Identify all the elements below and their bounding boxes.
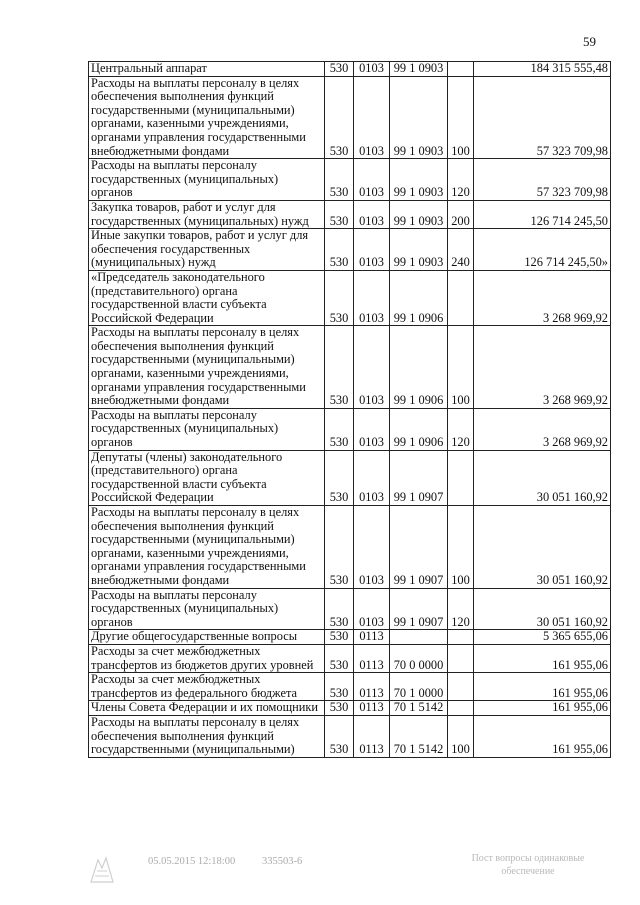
table-row [89, 326, 611, 409]
cell-amount: 57 323 709,98 [474, 76, 611, 159]
cell-target-article: 70 1 5142 [390, 715, 448, 757]
cell-target-article: 70 1 0000 [390, 673, 448, 701]
cell-admin-code: 530 [325, 326, 354, 409]
cell-admin-code: 530 [325, 644, 354, 672]
table-row [89, 701, 611, 716]
cell-expense-type: 120 [448, 159, 474, 201]
cell-admin-code: 530 [325, 76, 354, 159]
footer-watermark-line: Пост вопросы одинаковые [471, 853, 585, 864]
table-row [89, 644, 611, 672]
cell-section-code: 0103 [354, 506, 390, 589]
cell-expense-name: Члены Совета Федерации и их помощники [89, 701, 325, 716]
cell-section-code: 0103 [354, 159, 390, 201]
cell-section-code: 0113 [354, 673, 390, 701]
cell-amount: 3 268 969,92 [474, 326, 611, 409]
cell-admin-code: 530 [325, 673, 354, 701]
cell-admin-code: 530 [325, 630, 354, 645]
cell-expense-name: Расходы на выплаты персоналу государственных (муниципальных) органов [89, 159, 325, 201]
table-row [89, 270, 611, 325]
cell-target-article: 99 1 0903 [390, 76, 448, 159]
page-number: 59 [583, 34, 596, 49]
cell-target-article: 99 1 0903 [390, 159, 448, 201]
cell-expense-type: 120 [448, 408, 474, 450]
cell-expense-name: «Председатель законодательного (представительного) органа государственной власти субъекта Российской Федерации [89, 270, 325, 325]
cell-amount: 161 955,06 [474, 644, 611, 672]
cell-section-code: 0103 [354, 326, 390, 409]
table-row [89, 450, 611, 505]
cell-admin-code: 530 [325, 408, 354, 450]
cell-expense-type [448, 673, 474, 701]
cell-expense-name: Центральный аппарат [89, 62, 325, 77]
budget-table-body [89, 62, 611, 758]
cell-expense-name: Расходы на выплаты персоналу в целях обеспечения выполнения функций государственными (муниципальными) органами, казенными учреждениями, органами управления государственными внебюджетными фондами [89, 326, 325, 409]
cell-expense-type [448, 270, 474, 325]
cell-amount: 57 323 709,98 [474, 159, 611, 201]
cell-expense-type: 100 [448, 715, 474, 757]
cell-section-code: 0103 [354, 62, 390, 77]
cell-target-article: 99 1 0906 [390, 326, 448, 409]
cell-target-article: 99 1 0903 [390, 62, 448, 77]
table-row [89, 229, 611, 271]
cell-expense-name: Закупка товаров, работ и услуг для государственных (муниципальных) нужд [89, 200, 325, 228]
cell-expense-type: 120 [448, 588, 474, 630]
electronic-signature-icon [88, 854, 116, 884]
cell-amount: 126 714 245,50 [474, 200, 611, 228]
cell-amount: 30 051 160,92 [474, 506, 611, 589]
cell-expense-type: 100 [448, 506, 474, 589]
budget-table [88, 61, 611, 758]
cell-target-article: 99 1 0903 [390, 229, 448, 271]
cell-expense-name: Другие общегосударственные вопросы [89, 630, 325, 645]
cell-expense-name: Расходы на выплаты персоналу государственных (муниципальных) органов [89, 408, 325, 450]
footer-timestamp: 05.05.2015 12:18:00 [148, 856, 236, 867]
cell-expense-type [448, 630, 474, 645]
cell-section-code: 0103 [354, 76, 390, 159]
cell-expense-type: 100 [448, 76, 474, 159]
cell-section-code: 0113 [354, 715, 390, 757]
table-row [89, 408, 611, 450]
table-row [89, 62, 611, 77]
cell-section-code: 0103 [354, 200, 390, 228]
cell-amount: 30 051 160,92 [474, 588, 611, 630]
cell-admin-code: 530 [325, 701, 354, 716]
table-row [89, 506, 611, 589]
cell-admin-code: 530 [325, 200, 354, 228]
table-row [89, 630, 611, 645]
cell-amount: 184 315 555,48 [474, 62, 611, 77]
footer-watermark-line: обеспечение [501, 866, 555, 877]
cell-expense-type [448, 644, 474, 672]
cell-target-article: 99 1 0907 [390, 450, 448, 505]
cell-admin-code: 530 [325, 62, 354, 77]
cell-target-article: 70 1 5142 [390, 701, 448, 716]
cell-expense-type: 240 [448, 229, 474, 271]
cell-target-article: 99 1 0906 [390, 270, 448, 325]
cell-amount: 30 051 160,92 [474, 450, 611, 505]
table-row [89, 200, 611, 228]
cell-expense-name: Расходы на выплаты персоналу в целях обеспечения выполнения функций государственными (муниципальными) органами, казенными учреждениями, органами управления государственными внебюджетными фондами [89, 506, 325, 589]
cell-amount: 3 268 969,92 [474, 270, 611, 325]
cell-section-code: 0103 [354, 450, 390, 505]
cell-expense-name: Расходы за счет межбюджетных трансфертов из бюджетов других уровней [89, 644, 325, 672]
table-row [89, 588, 611, 630]
cell-expense-type: 100 [448, 326, 474, 409]
footer-watermark-text [448, 852, 608, 878]
cell-section-code: 0103 [354, 270, 390, 325]
cell-expense-name: Расходы на выплаты персоналу государственных (муниципальных) органов [89, 588, 325, 630]
cell-amount: 161 955,06 [474, 701, 611, 716]
table-row [89, 76, 611, 159]
cell-target-article: 70 0 0000 [390, 644, 448, 672]
cell-target-article: 99 1 0907 [390, 506, 448, 589]
table-row [89, 673, 611, 701]
cell-expense-name: Иные закупки товаров, работ и услуг для обеспечения государственных (муниципальных) нужд [89, 229, 325, 271]
page-footer [0, 852, 640, 892]
cell-target-article: 99 1 0906 [390, 408, 448, 450]
cell-target-article: 99 1 0907 [390, 588, 448, 630]
cell-admin-code: 530 [325, 715, 354, 757]
cell-expense-name: Расходы на выплаты персоналу в целях обеспечения выполнения функций государственными (муниципальными) [89, 715, 325, 757]
cell-admin-code: 530 [325, 450, 354, 505]
cell-amount: 161 955,06 [474, 673, 611, 701]
cell-admin-code: 530 [325, 588, 354, 630]
cell-section-code: 0103 [354, 588, 390, 630]
cell-amount: 3 268 969,92 [474, 408, 611, 450]
cell-expense-type [448, 62, 474, 77]
cell-target-article: 99 1 0903 [390, 200, 448, 228]
cell-expense-name: Депутаты (члены) законодательного (представительного) органа государственной власти субъекта Российской Федерации [89, 450, 325, 505]
cell-amount: 5 365 655,06 [474, 630, 611, 645]
cell-target-article [390, 630, 448, 645]
cell-section-code: 0103 [354, 229, 390, 271]
cell-expense-name: Расходы за счет межбюджетных трансфертов из федерального бюджета [89, 673, 325, 701]
cell-expense-type [448, 450, 474, 505]
cell-admin-code: 530 [325, 506, 354, 589]
cell-amount: 126 714 245,50» [474, 229, 611, 271]
footer-document-code: 335503-6 [262, 856, 303, 867]
cell-section-code: 0113 [354, 701, 390, 716]
cell-section-code: 0113 [354, 630, 390, 645]
cell-expense-type: 200 [448, 200, 474, 228]
cell-section-code: 0103 [354, 408, 390, 450]
cell-amount: 161 955,06 [474, 715, 611, 757]
cell-section-code: 0113 [354, 644, 390, 672]
cell-admin-code: 530 [325, 159, 354, 201]
table-row [89, 159, 611, 201]
cell-admin-code: 530 [325, 229, 354, 271]
table-row [89, 715, 611, 757]
cell-expense-name: Расходы на выплаты персоналу в целях обеспечения выполнения функций государственными (муниципальными) органами, казенными учреждениями, органами управления государственными внебюджетными фондами [89, 76, 325, 159]
cell-admin-code: 530 [325, 270, 354, 325]
cell-expense-type [448, 701, 474, 716]
